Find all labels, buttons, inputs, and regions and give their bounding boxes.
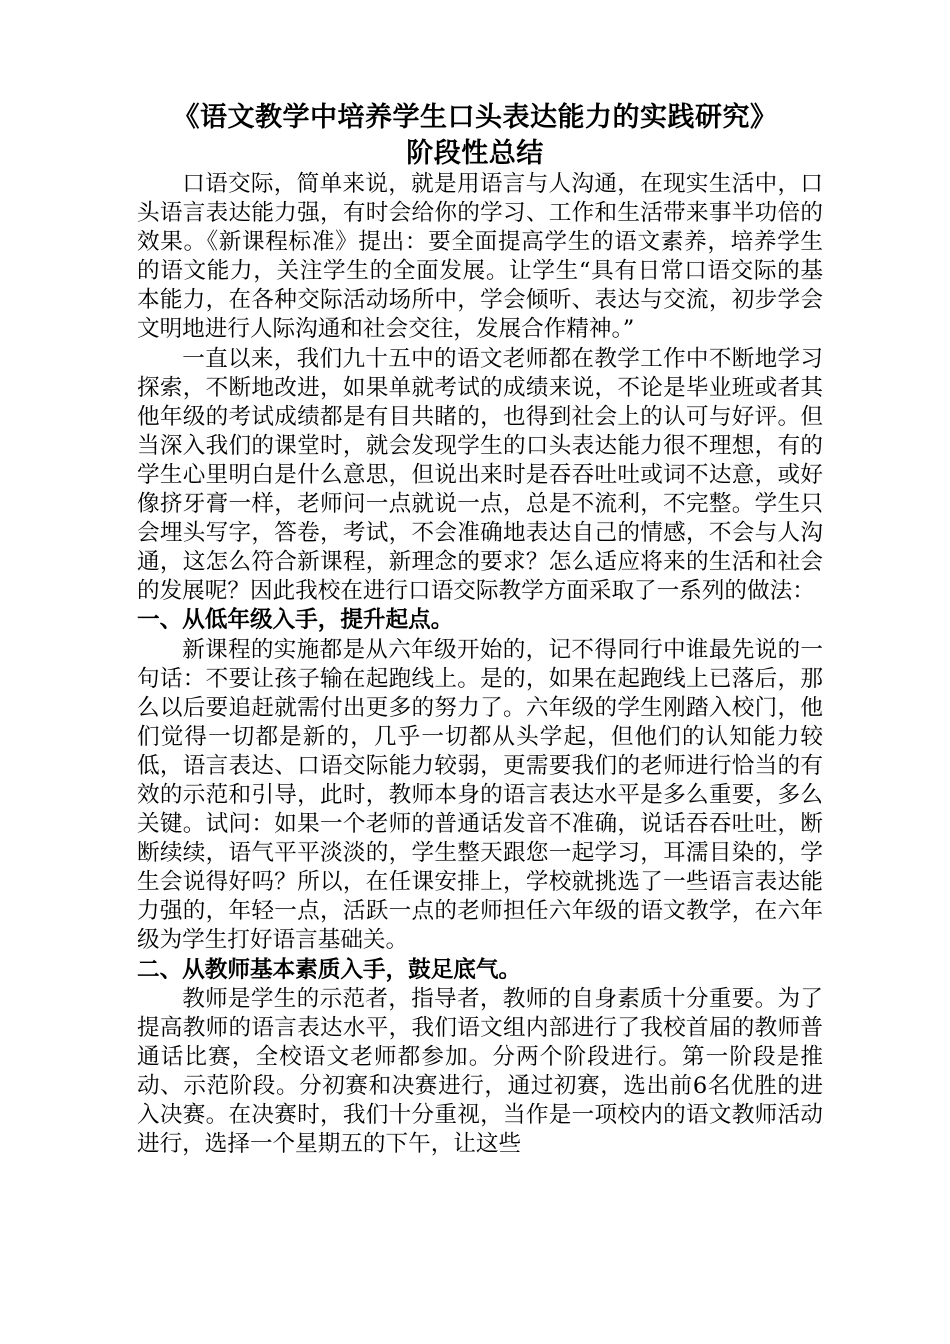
paragraph-3: 新课程的实施都是从六年级开始的，记不得同行中谁最先说的一句话：不要让孩子输在起跑线上。是的，如果在起跑线上已落后，那么以后要追赶就需付出更多的努力了。六年级的学生刚踏入校门，他们觉得一切都是新的，几乎一切都从头学起，但他们的认知能力较低，语言表达、口语交际能力较弱，更需要我们的老师进行恰当的有效的示范和引导，此时，教师本身的语言表达水平是多么重要，多么关键。试问：如果一个老师的普通话发音不准确，说话吞吞吐吐，断断续续，语气平平淡淡的，学生整天跟您一起学习，耳濡目染的，学生会说得好吗？所以，在任课安排上，学校就挑选了一些语言表达能力强的，年轻一点，活跃一点的老师担任六年级的语文教学，在六年级为学生打好语言基础关。 [137, 636, 823, 954]
paragraph-1: 口语交际，简单来说，就是用语言与人沟通，在现实生活中，口头语言表达能力强，有时会给你的学习、工作和生活带来事半功倍的效果。《新课程标准》提出：要全面提高学生的语文素养，培养学生的语文能力，关注学生的全面发展。让学生“具有日常口语交际的基本能力，在各种交际活动场所中，学会倾听、表达与交流，初步学会文明地进行人际沟通和社会交往，发展合作精神。” [137, 171, 823, 343]
document-title [120, 100, 830, 172]
document-body [137, 170, 823, 1159]
section-heading-2: 二、从教师基本素质入手，鼓足底气。 [137, 956, 522, 983]
paragraph-2: 一直以来，我们九十五中的语文老师都在教学工作中不断地学习探索，不断地改进，如果单就考试的成绩来说，不论是毕业班或者其他年级的考试成绩都是有目共睹的，也得到社会上的认可与好评。但当深入我们的课堂时，就会发现学生的口头表达能力很不理想，有的学生心里明白是什么意思，但说出来时是吞吞吐吐或词不达意，或好像挤牙膏一样，老师问一点就说一点，总是不流利，不完整。学生只会埋头写字，答卷，考试，不会准确地表达自己的情感，不会与人沟通，这怎么符合新课程，新理念的要求？怎么适应将来的生活和社会的发展呢？因此我校在进行口语交际教学方面采取了一系列的做法： [137, 345, 823, 605]
title-line-2: 阶段性总结 [406, 138, 544, 169]
paragraph-4: 教师是学生的示范者，指导者，教师的自身素质十分重要。为了提高教师的语言表达水平，我们语文组内部进行了我校首届的教师普通话比赛，全校语文老师都参加。分两个阶段进行。第一阶段是推动、示范阶段。分初赛和决赛进行，通过初赛，选出前6名优胜的进入决赛。在决赛时，我们十分重视，当作是一项校内的语文教师活动进行，选择一个星期五的下午，让这些 [137, 985, 823, 1158]
section-heading-1: 一、从低年级入手，提升起点。 [137, 607, 454, 634]
title-line-1: 《语文教学中培养学生口头表达能力的实践研究》 [172, 102, 778, 133]
